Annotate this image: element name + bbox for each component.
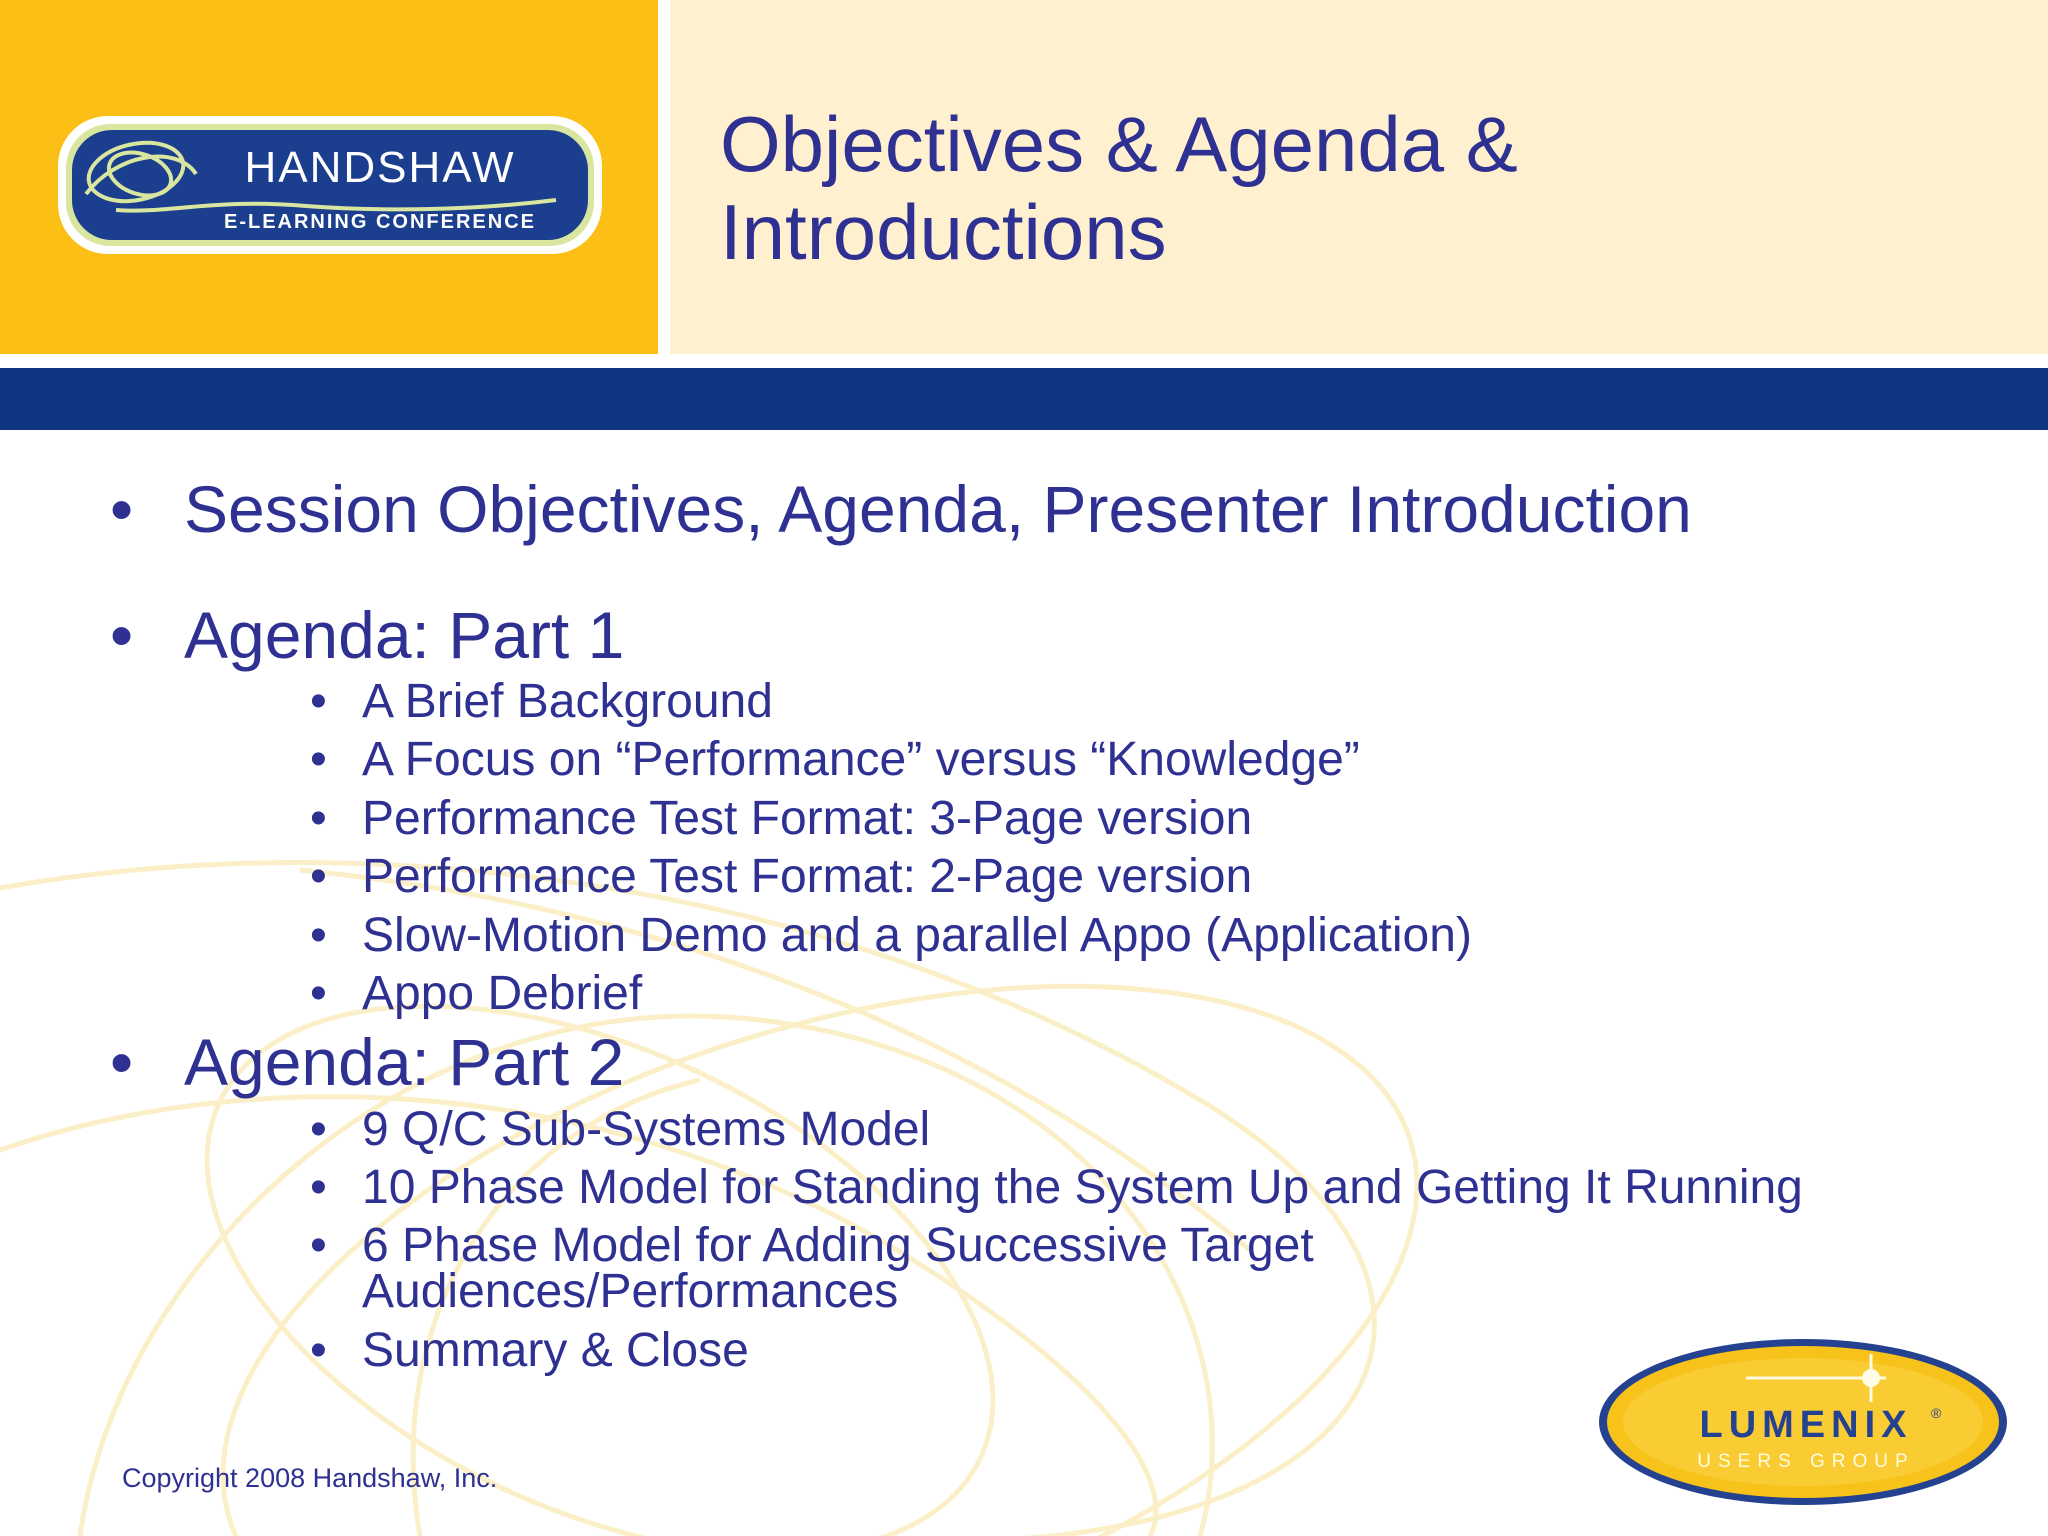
bullet-text: Agenda: Part 2 <box>184 1025 625 1099</box>
sub-bullet-item <box>310 792 2010 845</box>
sub-bullet-item <box>310 733 2010 786</box>
lumenix-registered-mark: ® <box>1931 1405 1942 1421</box>
sub-bullet-item <box>310 1103 2010 1156</box>
sub-bullet-item <box>310 909 2010 962</box>
sub-bullet-text: A Focus on “Performance” versus “Knowledge” <box>362 733 1360 786</box>
bullet-text: Agenda: Part 1 <box>184 598 625 672</box>
bullet-marker: • <box>310 967 327 1020</box>
bullet-marker: • <box>110 472 134 546</box>
sub-bullet-text: Appo Debrief <box>362 967 643 1020</box>
sub-bullet-item <box>310 675 2010 728</box>
bullet-marker: • <box>310 1219 327 1272</box>
bullet-item <box>110 472 1692 546</box>
bullet-marker: • <box>310 1103 327 1156</box>
sub-bullet-text: Summary & Close <box>362 1324 749 1377</box>
handshaw-tagline: E-LEARNING CONFERENCE <box>223 211 537 233</box>
sub-bullet-text: 9 Q/C Sub-Systems Model <box>362 1103 931 1156</box>
sub-bullet-item <box>310 1219 2010 1318</box>
sub-bullet-text: Slow-Motion Demo and a parallel Appo (Application) <box>362 909 1472 962</box>
bullet-marker: • <box>310 909 327 962</box>
sub-bullet-text: A Brief Background <box>362 675 773 728</box>
handshaw-wordmark: HANDSHAW <box>244 143 516 192</box>
slide-title-line-1: Objectives & Agenda & <box>720 100 1518 188</box>
bullet-marker: • <box>310 792 327 845</box>
sub-bullet-text: Performance Test Format: 3-Page version <box>362 792 1253 845</box>
bullet-marker: • <box>310 675 327 728</box>
sub-bullet-item <box>310 850 2010 903</box>
bullet-marker: • <box>310 1324 327 1377</box>
bullet-item <box>110 598 624 672</box>
sub-bullet-item <box>310 967 2010 1020</box>
lumenix-logo <box>1596 1336 2010 1508</box>
sub-bullet-text: Performance Test Format: 2-Page version <box>362 850 1253 903</box>
sub-bullet-text: 10 Phase Model for Standing the System Up and Getting It Running <box>362 1161 1803 1214</box>
bullet-text: Session Objectives, Agenda, Presenter Introduction <box>184 472 1692 546</box>
bullet-marker: • <box>310 733 327 786</box>
sub-bullet-text: 6 Phase Model for Adding Successive Target Audiences/Performances <box>362 1219 1314 1318</box>
lumenix-tagline: USERS GROUP <box>1697 1451 1915 1472</box>
bullet-marker: • <box>110 1025 134 1099</box>
copyright: Copyright 2008 Handshaw, Inc. <box>122 1463 498 1493</box>
bullet-marker: • <box>110 598 134 672</box>
slide-title-line-2: Introductions <box>720 188 1167 276</box>
bullet-item <box>110 1025 624 1099</box>
lumenix-wordmark: LUMENIX <box>1699 1404 1913 1446</box>
bullet-marker: • <box>310 1161 327 1214</box>
sub-bullet-item <box>310 1161 2010 1214</box>
bullet-marker: • <box>310 850 327 903</box>
